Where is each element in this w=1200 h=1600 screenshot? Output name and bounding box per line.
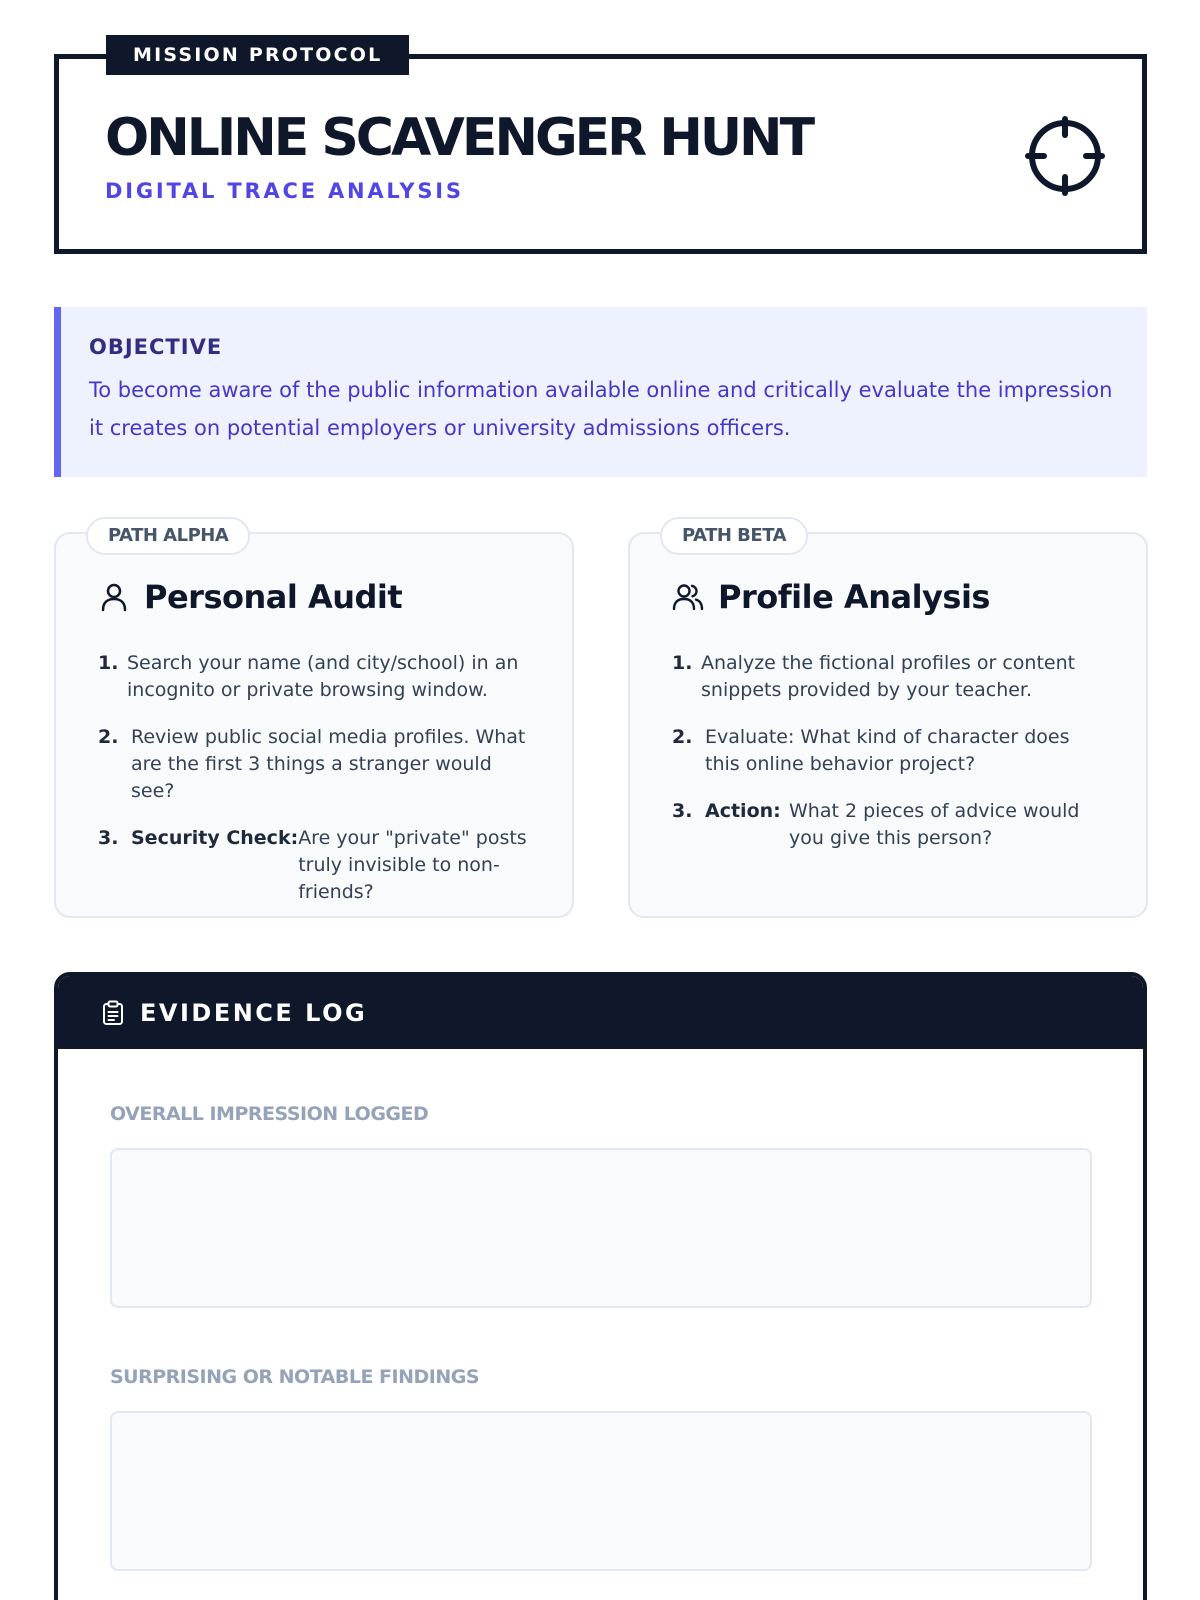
evidence-log-header	[58, 976, 1143, 1049]
step-number: 1.	[98, 652, 119, 674]
path-beta-tag: PATH BETA	[660, 517, 808, 555]
step-text: What 2 pieces of advice would you give this person?	[789, 800, 1080, 849]
page-subtitle: DIGITAL TRACE ANALYSIS	[105, 179, 464, 203]
path-alpha-heading	[98, 578, 402, 616]
path-alpha-steps	[98, 650, 532, 926]
list-item	[98, 724, 532, 805]
step-text: Analyze the fictional profiles or content snippets provided by your teacher.	[701, 652, 1076, 701]
mission-protocol-tag: MISSION PROTOCOL	[106, 35, 409, 75]
overall-impression-field[interactable]	[110, 1148, 1092, 1308]
path-beta-heading	[672, 578, 990, 616]
mission-header	[54, 44, 1147, 254]
step-number: 1.	[672, 652, 693, 674]
path-alpha-card	[54, 525, 574, 918]
step-number: 3.	[672, 800, 693, 822]
path-beta-steps	[672, 650, 1106, 872]
list-item	[672, 724, 1106, 778]
objective-text: To become aware of the public information available online and critically evaluate the impression it creates on potential employers or university admissions officers.	[89, 378, 1113, 440]
step-text: Evaluate: What kind of character does this online behavior project?	[705, 726, 1070, 775]
step-text: Review public social media profiles. What are the first 3 things a stranger would see?	[131, 726, 526, 802]
list-item	[98, 825, 532, 906]
step-number: 2.	[672, 726, 693, 748]
step-keyword: Action:	[705, 800, 781, 822]
list-item	[672, 798, 1106, 852]
notable-findings-field[interactable]	[110, 1411, 1092, 1571]
path-alpha-title: Personal Audit	[144, 578, 403, 616]
step-keyword: Security Check:	[131, 827, 299, 849]
page-title: ONLINE SCAVENGER HUNT	[105, 108, 813, 168]
objective-panel	[54, 307, 1147, 477]
step-text: Are your "private" posts truly invisible to non-friends?	[298, 827, 527, 903]
step-number: 2.	[98, 726, 119, 748]
list-item	[98, 650, 532, 704]
step-number: 3.	[98, 827, 119, 849]
user-icon	[98, 581, 130, 613]
notable-findings-label: SURPRISING OR NOTABLE FINDINGS	[110, 1366, 480, 1388]
objective-label: OBJECTIVE	[89, 335, 223, 359]
path-beta-title: Profile Analysis	[718, 578, 990, 616]
list-item	[672, 650, 1106, 704]
overall-impression-label: OVERALL IMPRESSION LOGGED	[110, 1103, 429, 1125]
clipboard-icon	[100, 1000, 126, 1026]
evidence-log	[54, 972, 1147, 1600]
path-alpha-tag: PATH ALPHA	[86, 517, 250, 555]
crosshair-icon	[1025, 116, 1105, 196]
step-text: Search your name (and city/school) in an incognito or private browsing window.	[127, 652, 519, 701]
evidence-log-title: EVIDENCE LOG	[140, 998, 368, 1027]
path-beta-card	[628, 525, 1148, 918]
users-icon	[672, 581, 704, 613]
